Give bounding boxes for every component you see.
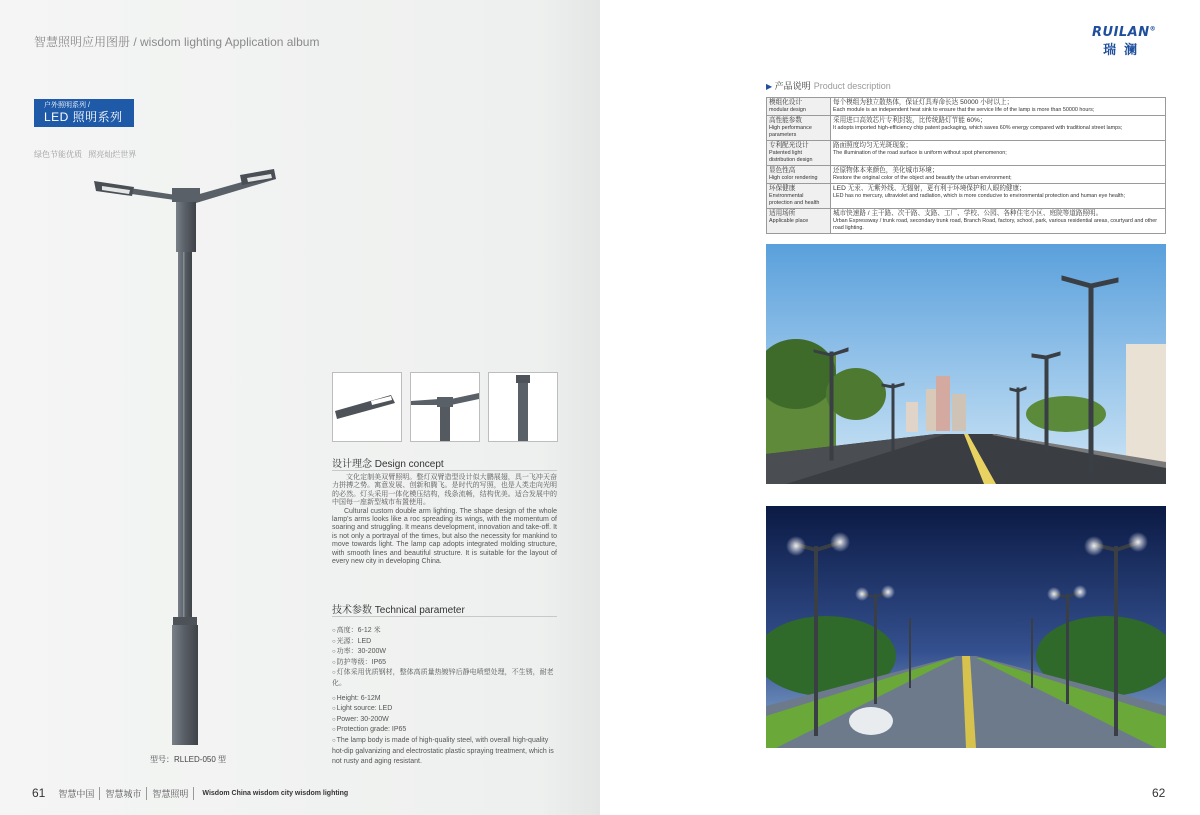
triangle-icon: ▶ xyxy=(766,82,773,91)
table-cell-key: 高性能参数 High performance parameters xyxy=(767,116,831,141)
pd-title-en: Product description xyxy=(813,81,891,91)
table-cell-key: 显色性高 High color rendering xyxy=(767,166,831,184)
param-item: ○ 灯体采用优质钢材，整体高质量热镀锌后静电喷塑处理，不生锈，耐老化。 xyxy=(332,668,562,689)
album-title: 智慧照明应用图册 / wisdom lighting Application album xyxy=(34,35,320,49)
series-tag xyxy=(34,99,134,127)
divider xyxy=(332,470,557,471)
street-lamp-illustration xyxy=(90,165,290,745)
technical-parameter-list xyxy=(332,626,562,768)
daytime-street-photo xyxy=(766,244,1166,484)
page-number: 62 xyxy=(1152,786,1166,800)
param-item: ○ 光源：LED xyxy=(332,637,562,648)
param-item: ○ Power: 30-200W xyxy=(332,715,562,726)
table-cell-value: LED 无汞、无紫外线、无辐射，更有利于环境保护和人眼的健康； LED has no mercury, ultraviolet and radiation, which is more conducive to environmental protection and human eye health; xyxy=(831,184,1166,209)
footer-tag: 智慧中国 xyxy=(53,787,100,800)
table-row xyxy=(767,116,1166,141)
table-row xyxy=(767,209,1166,234)
param-item: ○ 防护等级：IP65 xyxy=(332,658,562,669)
param-item: ○ 功率：30-200W xyxy=(332,647,562,658)
product-description-title xyxy=(766,79,891,92)
thumb-pole-top xyxy=(488,372,558,442)
table-cell-value: 采用进口高效芯片专利封装，比传统路灯节能 60%； It adopts imported high-efficiency chip patent packaging, which saves 60% energy compared with traditional street lamps; xyxy=(831,116,1166,141)
brand-name-en: RUILAN® xyxy=(1092,25,1157,40)
table-cell-value: 还原物体本来颜色，美化城市环境； Restore the original color of the object and beautify the urban environment; xyxy=(831,166,1166,184)
param-item: ○ Protection grade: IP65 xyxy=(332,725,562,736)
table-row xyxy=(767,166,1166,184)
nighttime-street-photo xyxy=(766,506,1166,748)
footer-english: Wisdom China wisdom city wisdom lighting xyxy=(202,789,349,797)
table-row xyxy=(767,141,1166,166)
footer-tag: 智慧照明 xyxy=(147,787,194,800)
series-main-label: LED 照明系列 xyxy=(44,110,123,124)
table-row xyxy=(767,98,1166,116)
product-description-table xyxy=(766,97,1166,234)
design-concept-text xyxy=(332,474,557,566)
table-cell-value: 城市快速路 / 主干路、次干路、支路、工厂、学校、公园、各种住宅小区、庭院等道路照明。 Urban Expressway / trunk road, secondary trunk road, Branch Road, factory, school, park, various residential areas, courtyard and other road lighting. xyxy=(831,209,1166,234)
table-cell-key: 模组化设计 modular design xyxy=(767,98,831,116)
param-item: ○ 高度：6-12 米 xyxy=(332,626,562,637)
param-item: ○ Height: 6-12M xyxy=(332,694,562,705)
thumb-arm-joint xyxy=(410,372,480,442)
footer-left xyxy=(32,786,348,800)
thumb-lamp-head xyxy=(332,372,402,442)
brand-name-cn: 瑞澜 xyxy=(1103,42,1146,57)
technical-parameter-title: 技术参数 Technical parameter xyxy=(332,605,465,616)
model-label: 型号：RLLED-050 型 xyxy=(150,755,227,764)
divider xyxy=(332,616,557,617)
param-item: ○ The lamp body is made of high-quality steel, with overall high-quality hot-dip galvanizing and electrostatic plastic spraying treatment, which is not rusty and aging resistant. xyxy=(332,736,562,768)
brand-logo xyxy=(1092,25,1156,58)
page-number: 61 xyxy=(32,786,46,800)
design-concept-cn: 文化定制美双臂照明。整灯双臂造型设计似大鹏展翅，具一飞冲天奋力拼搏之势。寓意发展、创新和腾飞。是时代的写照，也是人类走向光明的必然。灯头采用一体化模压结构，线条流畅，结构优美。适合发展中的中国每一座新型城市布置使用。 xyxy=(332,474,557,507)
design-concept-en: Cultural custom double arm lighting. The shape design of the whole lamp's arms looks like a roc spreading its wings, with the momentum of soaring and struggling. It means development, innovation and take-off. It is not only a portrayal of the times, but also the necessity for mankind to move towards light. The lamp cap adopts integrated molding structure, with smooth lines and beautiful structure. It is suitable for the layout of every new city in developing China. xyxy=(332,507,557,566)
table-cell-value: 每个模组为独立散热体，保证灯具寿命长达 50000 小时以上； Each module is an independent heat sink to ensure that the service life of the lamp is more than 50000 hours; xyxy=(831,98,1166,116)
pd-title-cn: 产品说明 xyxy=(774,81,811,91)
footer-tag: 智慧城市 xyxy=(100,787,147,800)
param-item: ○ Light source: LED xyxy=(332,704,562,715)
series-sub-label: 户外照明系列 / xyxy=(44,102,90,109)
table-row xyxy=(767,184,1166,209)
table-cell-key: 适用场所 Applicable place xyxy=(767,209,831,234)
slogan: 绿色节能优质 照亮灿烂世界 xyxy=(34,150,137,159)
table-cell-key: 专利配光设计 Patented light distribution design xyxy=(767,141,831,166)
design-concept-title: 设计理念 Design concept xyxy=(332,459,444,470)
table-cell-value: 路面照度均匀无光斑现象； The illumination of the road surface is uniform without spot phenomenon; xyxy=(831,141,1166,166)
table-cell-key: 环保健康 Environmental protection and health xyxy=(767,184,831,209)
